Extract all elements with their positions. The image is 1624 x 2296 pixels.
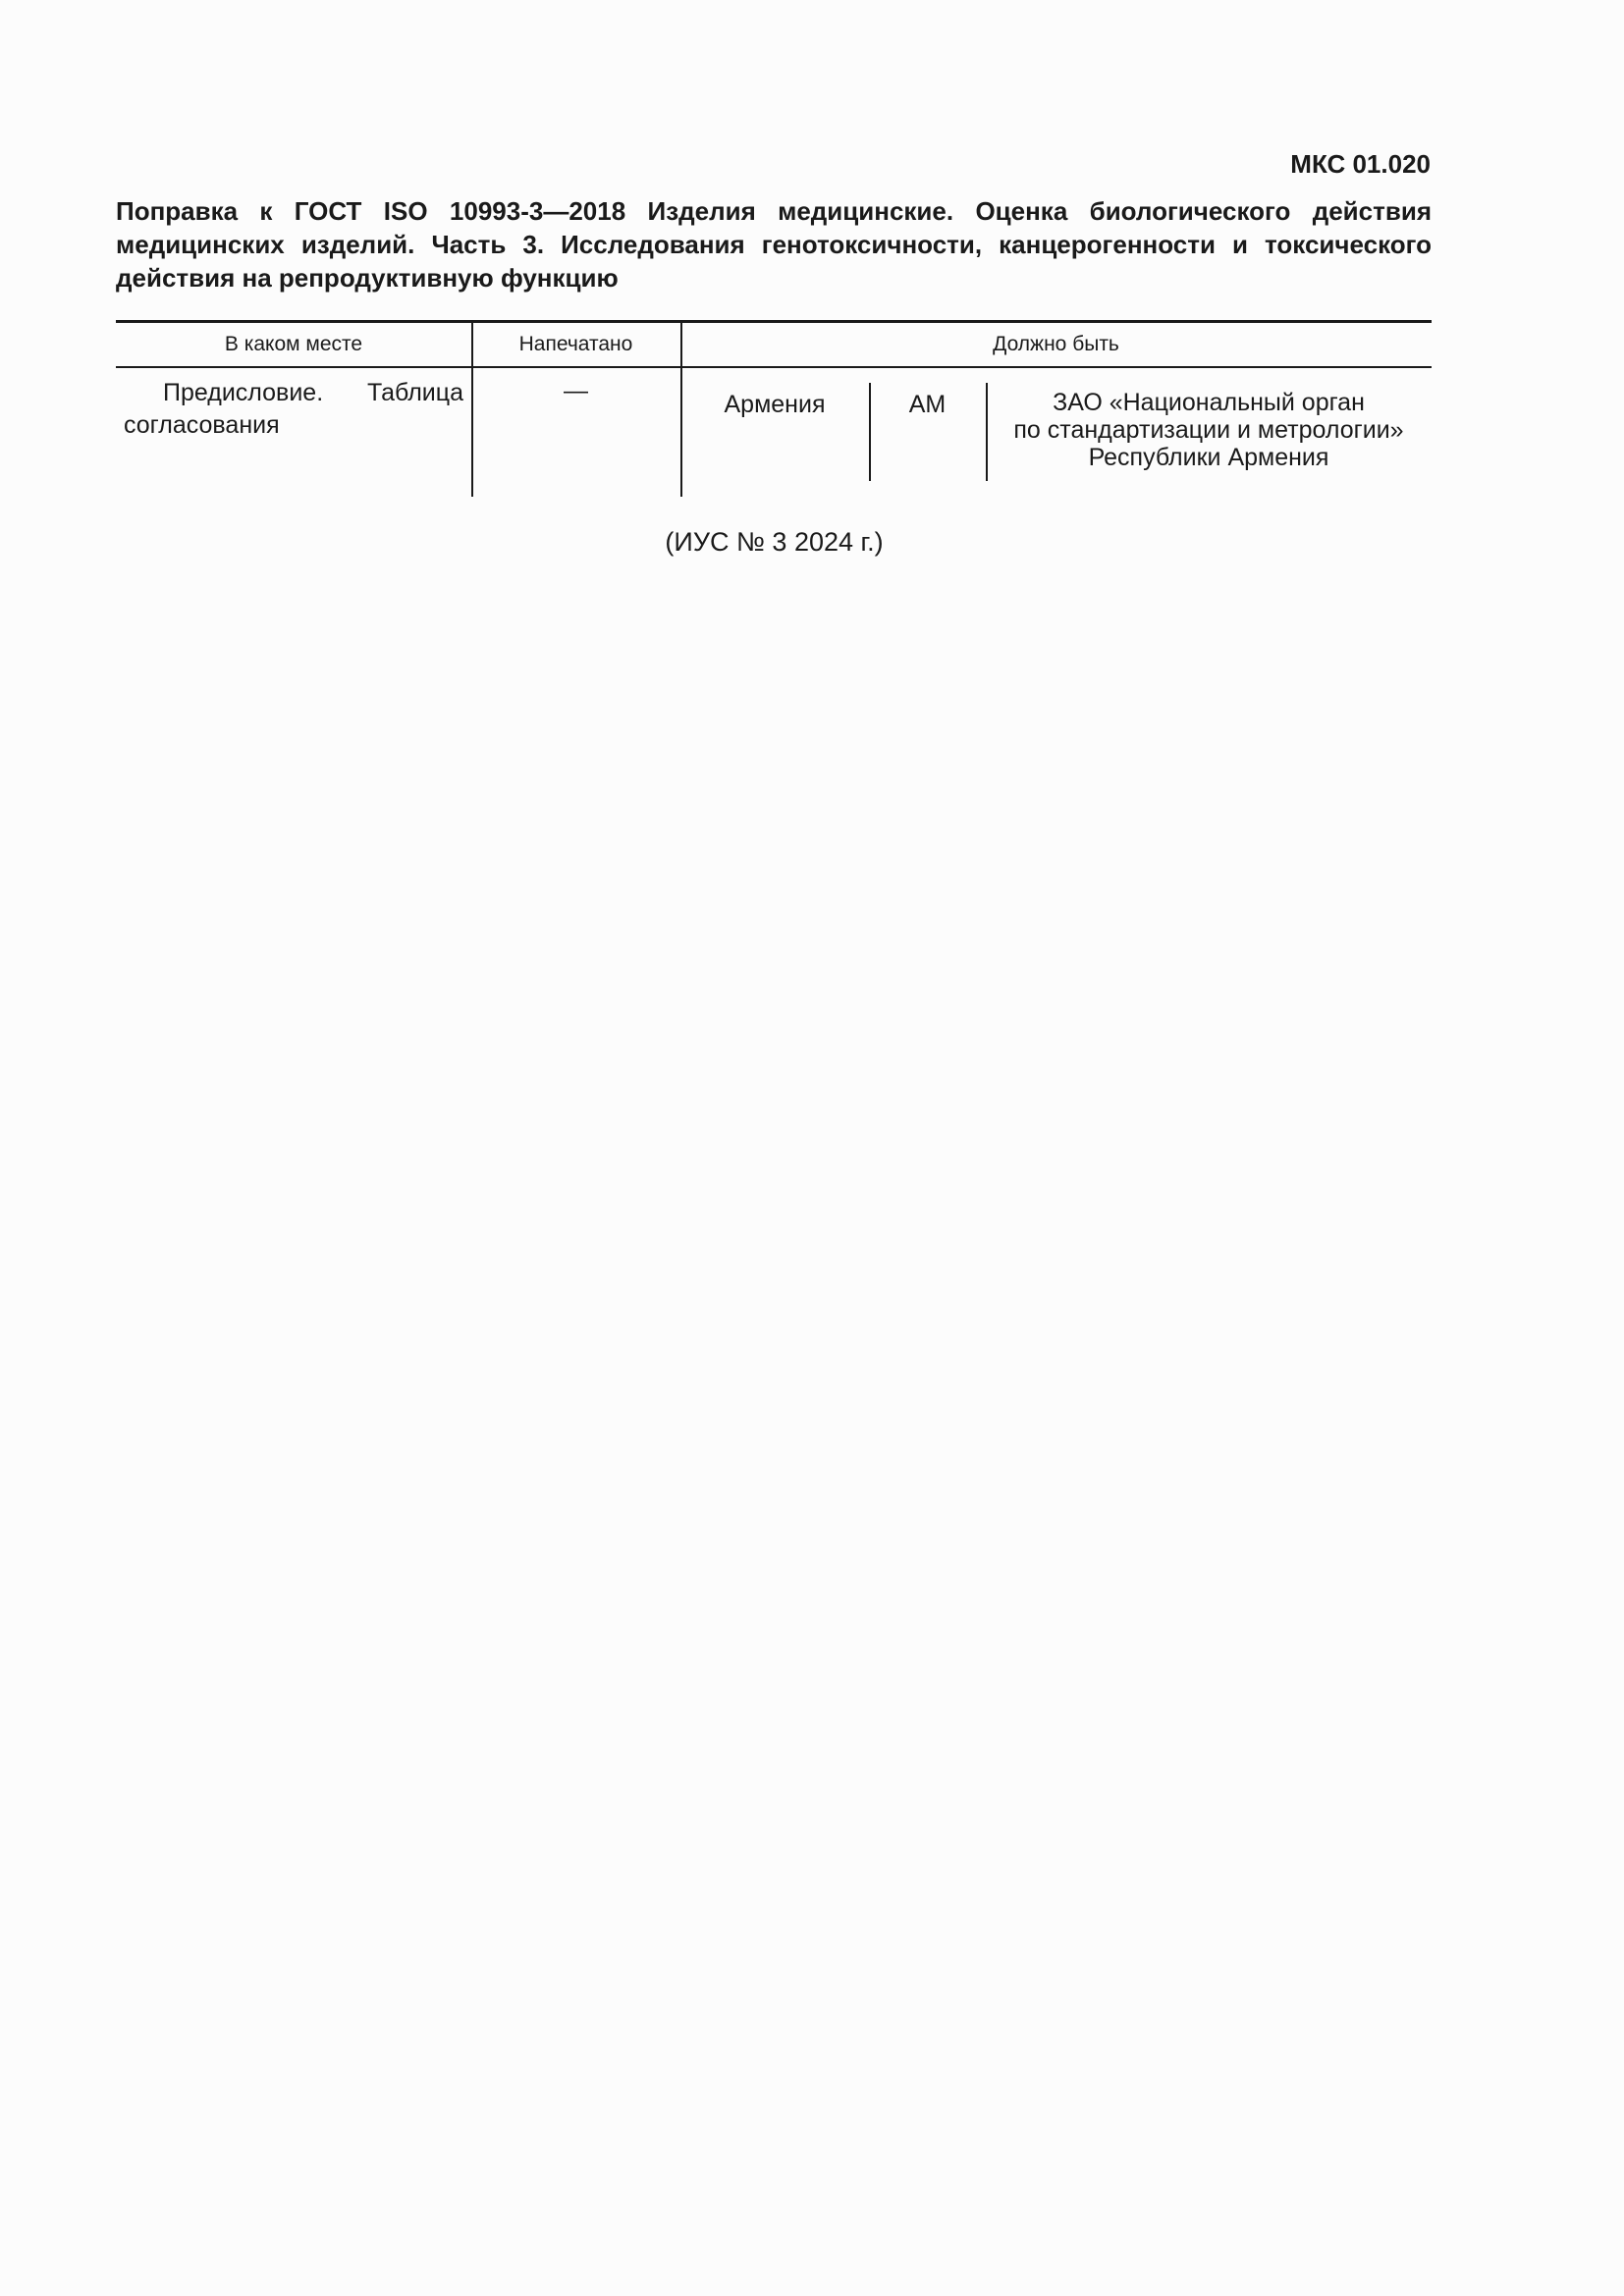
cell-country: Армения (724, 391, 826, 418)
classification-code: МКС 01.020 (1290, 149, 1431, 179)
cell-country-code: АМ (908, 391, 947, 418)
document-title: Поправка к ГОСТ ISO 10993-3—2018 Изделия медицинские. Оценка биологического действия медицинских изделий. Часть 3. Исследования генотоксичности, канцерогенности и токсического действия на репродуктивную функцию (116, 196, 1432, 293)
header-printed: Напечатано (518, 333, 633, 355)
amendment-table (116, 320, 1432, 497)
cell-location: Предисловие. Таблица согласования (124, 379, 463, 439)
cell-organization (986, 389, 1432, 471)
header-should-be: Должно быть (993, 333, 1119, 355)
publication-note: (ИУС № 3 2024 г.) (665, 527, 884, 557)
organization-line: ЗАО «Национальный орган (1053, 389, 1365, 416)
organization-line: по стандартизации и метрологии» (1013, 416, 1404, 444)
header-location: В каком месте (224, 333, 363, 355)
table-top-rule (116, 320, 1432, 323)
table-header-rule (116, 366, 1432, 368)
organization-line: Республики Армения (1088, 444, 1329, 471)
cell-printed: — (564, 377, 588, 404)
